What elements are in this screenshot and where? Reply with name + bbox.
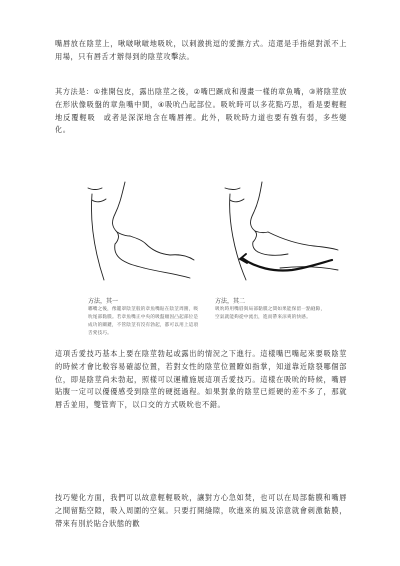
caption-body: 嘟嘴之後，像籠罩陰莖般的章魚嘴貼在陰莖周圍，吸吮尾部黏膜。若章魚嘴正中央的吸盤順因凸起部位是成功的關鍵，不管陰莖有沒有勃起，都可以用上這項舌愛技巧。 [88, 307, 199, 336]
paragraph-method: 其方法是：①推開包皮，露出陰莖之後，②嘴巴蹶成和漫畫一樣的章魚嘴，③將陰莖放在形狀像吸盤的章魚嘴中間，④吸吮凸起部位。吸吮時可以多花點巧思，看是要輕輕地反覆輕吸 或者是深深地含在嘴唇裡。此外，吸吮時力道也要有強有弱，多些變化。 [55, 87, 347, 135]
illustration-profiles [70, 180, 340, 290]
caption-title: 方法，其二 [215, 298, 246, 305]
caption-title: 方法，其一 [88, 298, 119, 305]
paragraph-intro: 嘴唇放在陰莖上，啾啵啾啵地吸吮，以刺激挑逗的愛撫方式。這還是手指絕對派不上用場，只有唇舌才辦得到的陰莖攻擊法。 [55, 39, 347, 61]
figure-two [225, 182, 338, 280]
airflow-arrow [240, 254, 332, 271]
caption-body: 吸吮時用嘴唇與局部黏膜之間如果能保留一點縫隙，空氣就能夠從中流出，進而帶來涼爽的快感。 [215, 307, 326, 320]
paragraph-variation: 技巧變化方面，我們可以故意輕輕吸吮，讓對方心急如焚，也可以在局部黏膜和嘴唇之間留點空隙，吸入周圍的空氣。只要打開縫隙，吹進來的風及涼意就會刺激黏膜，帶來有別於貼合狀態的歡 [55, 493, 347, 528]
paragraph-technique: 這項舌愛技巧基本上要在陰莖勃起或露出的情況之下進行。這樣嘴巴嘴起來要吸陰莖的時候才會比較容易確認位置，若對女性的陰莖位置瞭如指掌，知道靠近陰裂哪個部位，即是陰莖尚未勃起，照樣可以運權施展這項舌愛技巧。這樣在吸吮的時候，嘴唇貼腹一定可以優優感受到陰莖的硬挺過程。如果對象的陰莖已經硬的差不多了，那就唇舌並用，雙管齊下，以口交的方式吸吮也不錯。 [55, 349, 347, 410]
caption-method-two [215, 297, 330, 322]
caption-method-one [88, 297, 203, 338]
figure-one [88, 182, 194, 280]
